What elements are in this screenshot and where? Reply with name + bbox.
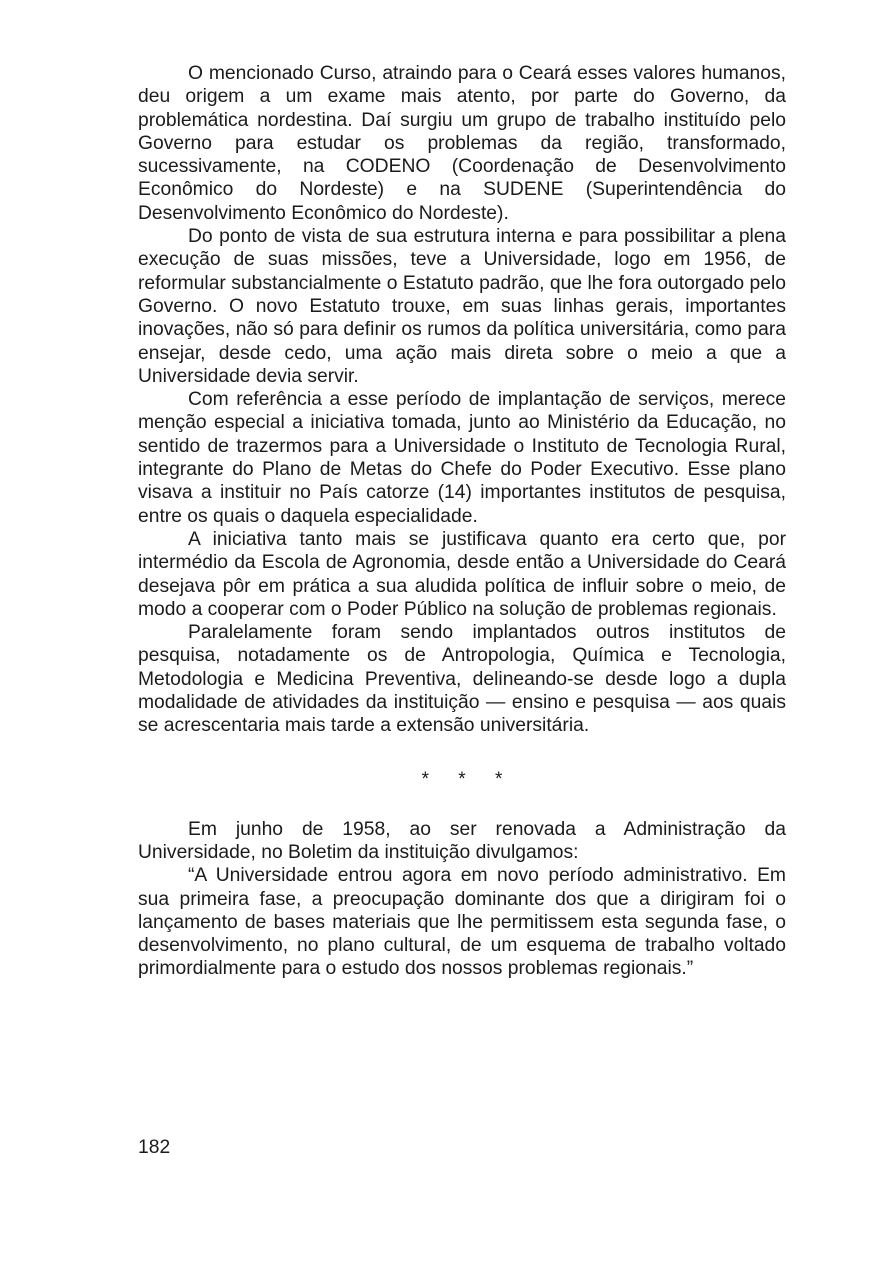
paragraph-boletim-intro: Em junho de 1958, ao ser renovada a Administração da Universidade, no Boletim da instituição divulgamos: (138, 818, 786, 863)
paragraph-instituto-tecnologia-rural: Com referência a esse período de implantação de serviços, merece menção especial a iniciativa tomada, junto ao Ministério da Educação, no sentido de trazermos para a Universidade o Instituto de Tecnologia Rural, integrante do Plano de Metas do Chefe do Poder Executivo. Esse plano visava a instituir no País catorze (14) importantes institutos de pesquisa, entre os quais o daquela especialidade. (138, 389, 786, 527)
page-body (138, 62, 786, 981)
paragraph-codeno-sudene: O mencionado Curso, atraindo para o Ceará esses valores humanos, deu origem a um exame mais atento, por parte do Governo, da problemática nordestina. Daí surgiu um grupo de trabalho instituído pelo Governo para estudar os problemas da região, transformado, sucessivamente, na CODENO (Coordenação de Desenvolvimento Econômico do Nordeste) e na SUDENE (Superintendência do Desenvolvimento Econômico do Nordeste). (138, 63, 786, 224)
page-number: 182 (138, 1137, 171, 1158)
paragraph-boletim-quote: “A Universidade entrou agora em novo período administrativo. Em sua primeira fase, a preocupação dominante dos que a dirigiram foi o lançamento de bases materiais que lhe permitissem esta segunda fase, o desenvolvimento, no plano cultural, de um esquema de trabalho voltado primordialmente para o estudo dos nossos problemas regionais.” (138, 865, 786, 980)
paragraph-escola-agronomia: A iniciativa tanto mais se justificava quanto era certo que, por intermédio da Escola de Agronomia, desde então a Universidade do Ceará desejava pôr em prática a sua aludida política de influir sobre o meio, de modo a cooperar com o Poder Público na solução de problemas regionais. (138, 528, 786, 620)
paragraph-institutos-pesquisa: Paralelamente foram sendo implantados outros institutos de pesquisa, notadamente os de Antropologia, Química e Tecnologia, Metodologia e Medicina Preventiva, delineando-se desde logo a dupla modalidade de atividades da instituição — ensino e pesquisa — aos quais se acrescentaria mais tarde a extensão universitária. (138, 622, 786, 737)
paragraph-estatuto: Do ponto de vista de sua estrutura interna e para possibilitar a plena execução de suas missões, teve a Universidade, logo em 1956, de reformular substancialmente o Estatuto padrão, que lhe fora outorgado pelo Governo. O novo Estatuto trouxe, em suas linhas gerais, importantes inovações, não só para definir os rumos da política universitária, como para ensejar, desde cedo, uma ação mais direta sobre o meio a que a Universidade devia servir. (138, 226, 786, 387)
section-separator: * * * (421, 768, 515, 790)
